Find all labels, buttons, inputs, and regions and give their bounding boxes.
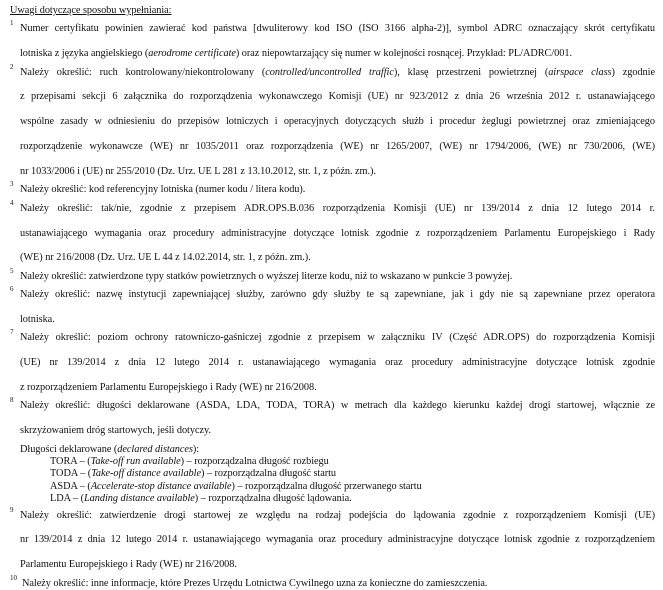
declared-code: TODA [50,468,78,480]
declared-polish: rozporządzalna długość lądowania. [208,493,352,505]
footnote-text: skrzyżowaniem dróg startowych, jeśli dotyczy. [20,425,211,437]
footnote-line [20,67,655,92]
footnote-line [20,48,572,59]
footnote-line [20,559,237,570]
declared-item-asda: ASDA – (Accelerate-stop distance available) – rozporządzalna długość przerwanego startu [50,480,422,492]
footnote-text: rozporządzenie wykonawcze (WE) nr 1035/2011 oraz rozporządzenia (WE) nr 1265/2007, (WE) nr 1794/2006, (WE) nr 730/2006, (WE) [20,141,655,153]
footnote-7 [10,328,655,394]
footnote-number: 7 [10,328,14,337]
footnote-3 [10,180,655,196]
declared-item-toda: TODA – (Take-off distance available) – rozporządzalna długość startu [50,468,337,480]
footnote-4 [10,198,655,265]
footnote-line [20,184,305,195]
footnote-line [20,382,317,393]
footnote-number: 3 [10,180,14,189]
footnote-text: (UE) nr 139/2014 z dnia 12 lutego 2014 r. ustanawiającego wymagania oraz procedury administracyjne dotyczące lotnisk zgodnie [20,357,655,369]
footnote-line [20,400,655,425]
declared-polish: rozporządzalna długość startu [214,468,337,480]
declared-english: Take-off distance available [91,468,201,480]
footnote-text: Należy określić: długości deklarowane (ASDA, LDA, TODA, TORA) w metrach dla każdego kierunku każdej drogi startowej, włącznie ze [20,400,655,412]
footnote-line [20,116,655,141]
footnote-text: lotniska z języka angielskiego (aerodrome certificate) oraz niepowtarzający się numer w kolejności rosnącej. Przykład: PL/ADRC/001. [20,48,572,60]
footnote-text: nr 1033/2006 i (UE) nr 255/2010 (Dz. Urz. UE L 281 z 13.10.2012, str. 1, z późn. zm.). [20,165,376,177]
footnote-text: z przepisami sekcji 6 załącznika do rozporządzenia wykonawczego Komisji (UE) nr 923/2012 z dnia 26 września 2012 r. ustanawiającego [20,91,655,103]
footnote-line [20,534,655,559]
footnote-line [20,289,655,314]
footnote-text: Należy określić: poziom ochrony ratowniczo-gaśniczej zgodnie z przepisem w załączniku IV (Część ADR.OPS) do rozporządzenia Komisji [20,332,655,344]
declared-code: LDA [50,493,71,505]
footnote-9 [10,505,655,572]
footnote-number: 10 [10,573,17,582]
footnote-text: lotniska. [20,313,55,325]
footnote-text: Należy określić: ruch kontrolowany/niekontrolowany (controlled/uncontrolled traffic), klasę przestrzeni powietrznej (airspace class) zgodnie [20,66,655,78]
footnote-line [20,332,655,357]
footnote-text: (WE) nr 216/2008 (Dz. Urz. UE L 44 z 14.02.2014, str. 1, z późn. zm.). [20,252,311,264]
footnote-text: Numer certyfikatu powinien zawierać kod państwa [dwuliterowy kod ISO (ISO 3166 alpha-2)], symbol ADRC oznaczający skrót certyfikatu [20,23,655,35]
footnote-10 [10,573,655,590]
footnote-number: 2 [10,62,14,71]
footnote-number: 5 [10,266,14,275]
footnote-number: 8 [10,396,14,405]
footnote-line [20,425,211,436]
footnote-line [20,228,655,253]
declared-code: TORA [50,456,78,467]
declared-english: Landing distance available [83,493,195,505]
footnote-8 [10,396,655,437]
footnote-text: Należy określić: inne informacje, które Prezes Urzędu Lotnictwa Cywilnego uzna za konieczne do zamieszczenia. [22,577,488,589]
footnote-line [20,203,655,228]
footnote-text: Należy określić: nazwę instytucji zapewniającej służby, zarówno gdy służby te są zapewniane, jak i gdy nie są zapewniane przez operatora [20,289,655,301]
declared-item-lda: LDA – (Landing distance available) – rozporządzalna długość lądowania. [50,493,352,505]
page-title: Uwagi dotyczące sposobu wypełniania: [10,5,172,16]
declared-polish: rozporządzalna długość rozbiegu [194,456,329,467]
footnote-text: Należy określić: zatwierdzenie drogi startowej ze względu na rodzaj podejścia do lądowania zgodnie z rozporządzeniem Komisji (UE) [20,509,655,521]
declared-english: Take-off run available [90,456,181,467]
declared-code: ASDA [50,480,78,492]
footnote-line [20,166,376,177]
footnote-text: Parlamentu Europejskiego i Rady (WE) nr 216/2008. [20,559,237,571]
declared-distances-heading [20,444,655,456]
footnote-line [20,510,655,535]
declared-distances [10,444,655,506]
footnote-text: Należy określić: zatwierdzone typy statków powietrznych o wyższej literze kodu, niż to wskazano w punkcie 3 powyżej. [20,270,513,282]
declared-english: Accelerate-stop distance available [90,480,232,492]
footnote-number: 1 [10,19,14,28]
declared-item-tora: TORA – (Take-off run available) – rozporządzalna długość rozbiegu [50,456,329,467]
declared-distances-list [20,456,655,506]
footnote-line [20,252,311,263]
footnote-text: z rozporządzeniem Parlamentu Europejskiego i Rady (WE) nr 216/2008. [20,381,317,393]
footnote-5 [10,266,655,283]
footnote-number: 4 [10,198,14,207]
footnote-number: 9 [10,505,14,514]
footnote-line [22,578,487,589]
footnote-1 [10,19,655,60]
footnote-number: 6 [10,285,14,294]
footnote-line [20,141,655,166]
footnote-line [20,314,55,325]
footnote-6 [10,285,655,326]
declared-distances-heading-text: Długości deklarowane (declared distances): [20,443,200,455]
footnote-line [20,271,512,282]
footnote-line [20,91,655,116]
footnote-text: wspólne zasady w odniesieniu do przepisów lotniczych i operacyjnych dotyczących służb i procedur żeglugi powietrznej oraz zmieniającego [20,116,655,128]
footnote-2 [10,62,655,179]
footnote-text: nr 139/2014 z dnia 12 lutego 2014 r. ustanawiającego wymagania oraz procedury administracyjne dotyczące lotnisk zgodnie z rozporządzeniem [20,534,655,546]
footnote-line [20,357,655,382]
footnote-text: ustanawiającego wymagania oraz procedury administracyjne dotyczące lotnisk zgodnie z rozporządzeniem Parlamentu Europejskiego i Rady [20,227,655,239]
footnote-text: Należy określić: tak/nie, zgodnie z przepisem ADR.OPS.B.036 rozporządzenia Komisji (UE) nr 139/2014 z dnia 12 lutego 2014 r. [20,202,655,214]
declared-polish: rozporządzalna długość przerwanego startu [245,480,422,492]
footnote-line [20,23,655,48]
footnote-text: Należy określić: kod referencyjny lotniska (numer kodu / litera kodu). [20,184,306,196]
